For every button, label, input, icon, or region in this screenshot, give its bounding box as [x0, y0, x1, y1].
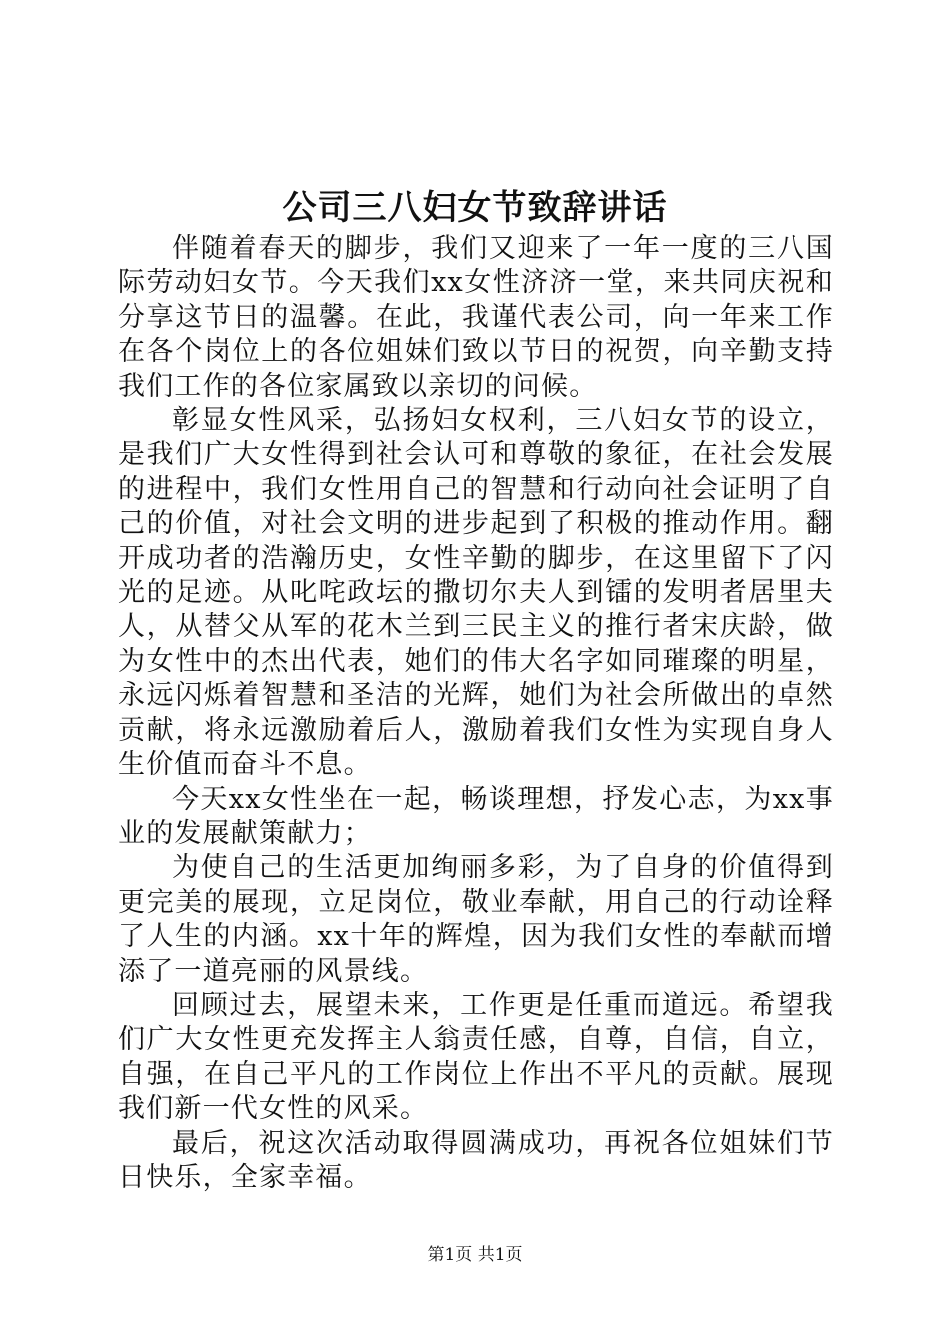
paragraph-5: 回顾过去，展望未来，工作更是任重而道远。希望我们广大女性更充发挥主人翁责任感，自尊，自信，自立，自强，在自己平凡的工作岗位上作出不平凡的贡献。展现我们新一代女性的风采。 [118, 989, 834, 1125]
paragraph-3: 今天xx女性坐在一起，畅谈理想，抒发心志，为xx事业的发展献策献力； [118, 783, 834, 849]
paragraph-6: 最后，祝这次活动取得圆满成功，再祝各位姐妹们节日快乐，全家幸福。 [118, 1127, 834, 1193]
paragraph-4: 为使自己的生活更加绚丽多彩，为了自身的价值得到更完美的展现，立足岗位，敬业奉献，用自己的行动诠释了人生的内涵。xx十年的辉煌，因为我们女性的奉献而增添了一道亮丽的风景线。 [118, 852, 834, 987]
paragraph-1: 伴随着春天的脚步，我们又迎来了一年一度的三八国际劳动妇女节。今天我们xx女性济济一堂，来共同庆祝和分享这节日的温馨。在此，我谨代表公司，向一年来工作在各个岗位上的各位姐妹们致以节日的祝贺，向辛勤支持我们工作的各位家属致以亲切的问候。 [118, 233, 834, 402]
document-body [118, 232, 834, 1195]
paragraph-2: 彰显女性风采，弘扬妇女权利，三八妇女节的设立，是我们广大女性得到社会认可和尊敬的象征，在社会发展的进程中，我们女性用自己的智慧和行动向社会证明了自己的价值，对社会文明的进步起到了积极的推动作用。翻开成功者的浩瀚历史，女性辛勤的脚步，在这里留下了闪光的足迹。从叱咤政坛的撒切尔夫人到镭的发明者居里夫人，从替父从军的花木兰到三民主义的推行者宋庆龄，做为女性中的杰出代表，她们的伟大名字如同璀璨的明星，永远闪烁着智慧和圣洁的光辉，她们为社会所做出的卓然贡献，将永远激励着后人，激励着我们女性为实现自身人生价值而奋斗不息。 [118, 405, 834, 781]
document-title: 公司三八妇女节致辞讲话 [282, 188, 668, 228]
page-footer: 第1页 共1页 [427, 1245, 523, 1265]
